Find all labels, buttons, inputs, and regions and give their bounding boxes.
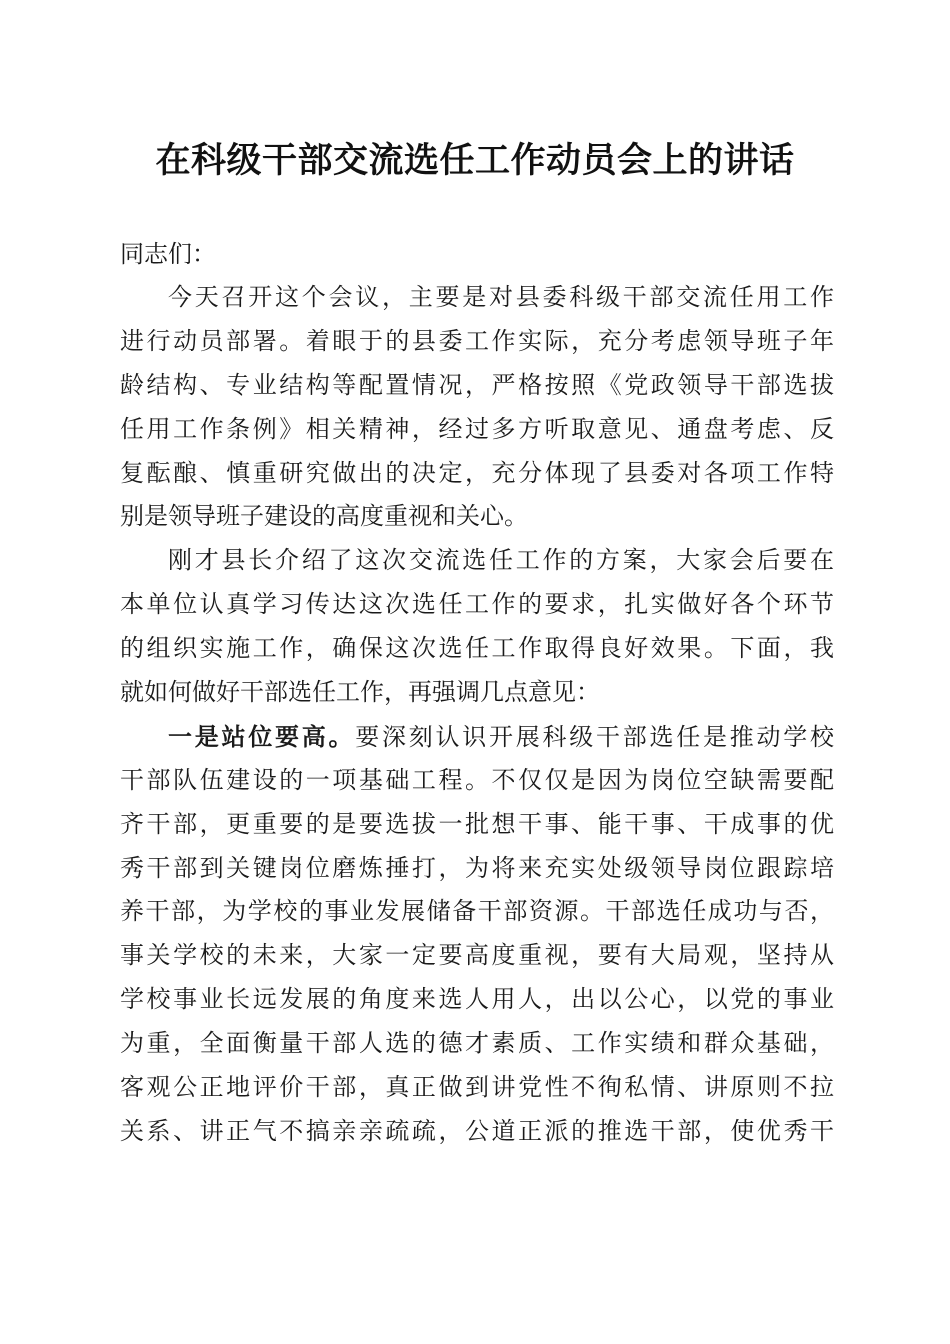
- paragraph-1-line-1: 今天召开这个会议，主要是对县委科级干部交流任用工作: [168, 283, 834, 311]
- document-title: 在科级干部交流选任工作动员会上的讲话: [155, 141, 795, 181]
- paragraph-1-line-4: 任用工作条例》相关精神，经过多方听取意见、通盘考虑、反: [120, 414, 834, 443]
- paragraph-1-line-6: 别是领导班子建设的高度重视和关心。: [120, 502, 528, 531]
- paragraph-2-line-2: 本单位认真学习传达这次选任工作的要求，扎实做好各个环节: [120, 590, 834, 619]
- paragraph-2-line-1: 刚才县长介绍了这次交流选任工作的方案，大家会后要在: [168, 546, 834, 575]
- paragraph-3-line-6: 事关学校的未来，大家一定要高度重视，要有大局观，坚持从: [120, 941, 834, 970]
- paragraph-2-line-4: 就如何做好干部选任工作，再强调几点意见：: [120, 678, 600, 707]
- paragraph-1-line-2: 进行动员部署。着眼于的县委工作实际，充分考虑领导班子年: [120, 326, 834, 355]
- paragraph-3-line-5: 养干部，为学校的事业发展储备干部资源。干部选任成功与否，: [120, 897, 834, 926]
- paragraph-3-bold-lead: 一是站位要高。: [168, 721, 356, 751]
- paragraph-3-line-4: 秀干部到关键岗位磨炼捶打，为将来充实处级领导岗位跟踪培: [120, 853, 834, 882]
- paragraph-3-line-1: [120, 715, 834, 759]
- paragraph-3-line-2: 干部队伍建设的一项基础工程。不仅仅是因为岗位空缺需要配: [120, 765, 834, 794]
- paragraph-3-line-7: 学校事业长远发展的角度来选人用人，出以公心，以党的事业: [120, 985, 834, 1014]
- paragraph-2-line-3: 的组织实施工作，确保这次选任工作取得良好效果。下面，我: [120, 634, 834, 663]
- paragraph-3-line-9: 客观公正地评价干部，真正做到讲党性不徇私情、讲原则不拉: [120, 1073, 834, 1102]
- salutation: 同志们：: [120, 240, 216, 268]
- paragraph-1-line-5: 复酝酿、慎重研究做出的决定，充分体现了县委对各项工作特: [120, 458, 834, 487]
- paragraph-3-first-line-rest: 要深刻认识开展科级干部选任是推动学校: [355, 722, 834, 751]
- paragraph-1-line-3: 龄结构、专业结构等配置情况，严格按照《党政领导干部选拔: [120, 370, 834, 399]
- paragraph-3-line-10: 关系、讲正气不搞亲亲疏疏，公道正派的推选干部，使优秀干: [120, 1116, 834, 1145]
- paragraph-3-line-8: 为重，全面衡量干部人选的德才素质、工作实绩和群众基础，: [120, 1029, 834, 1058]
- paragraph-3-line-3: 齐干部，更重要的是要选拔一批想干事、能干事、干成事的优: [120, 809, 834, 838]
- document-body: [120, 276, 834, 1154]
